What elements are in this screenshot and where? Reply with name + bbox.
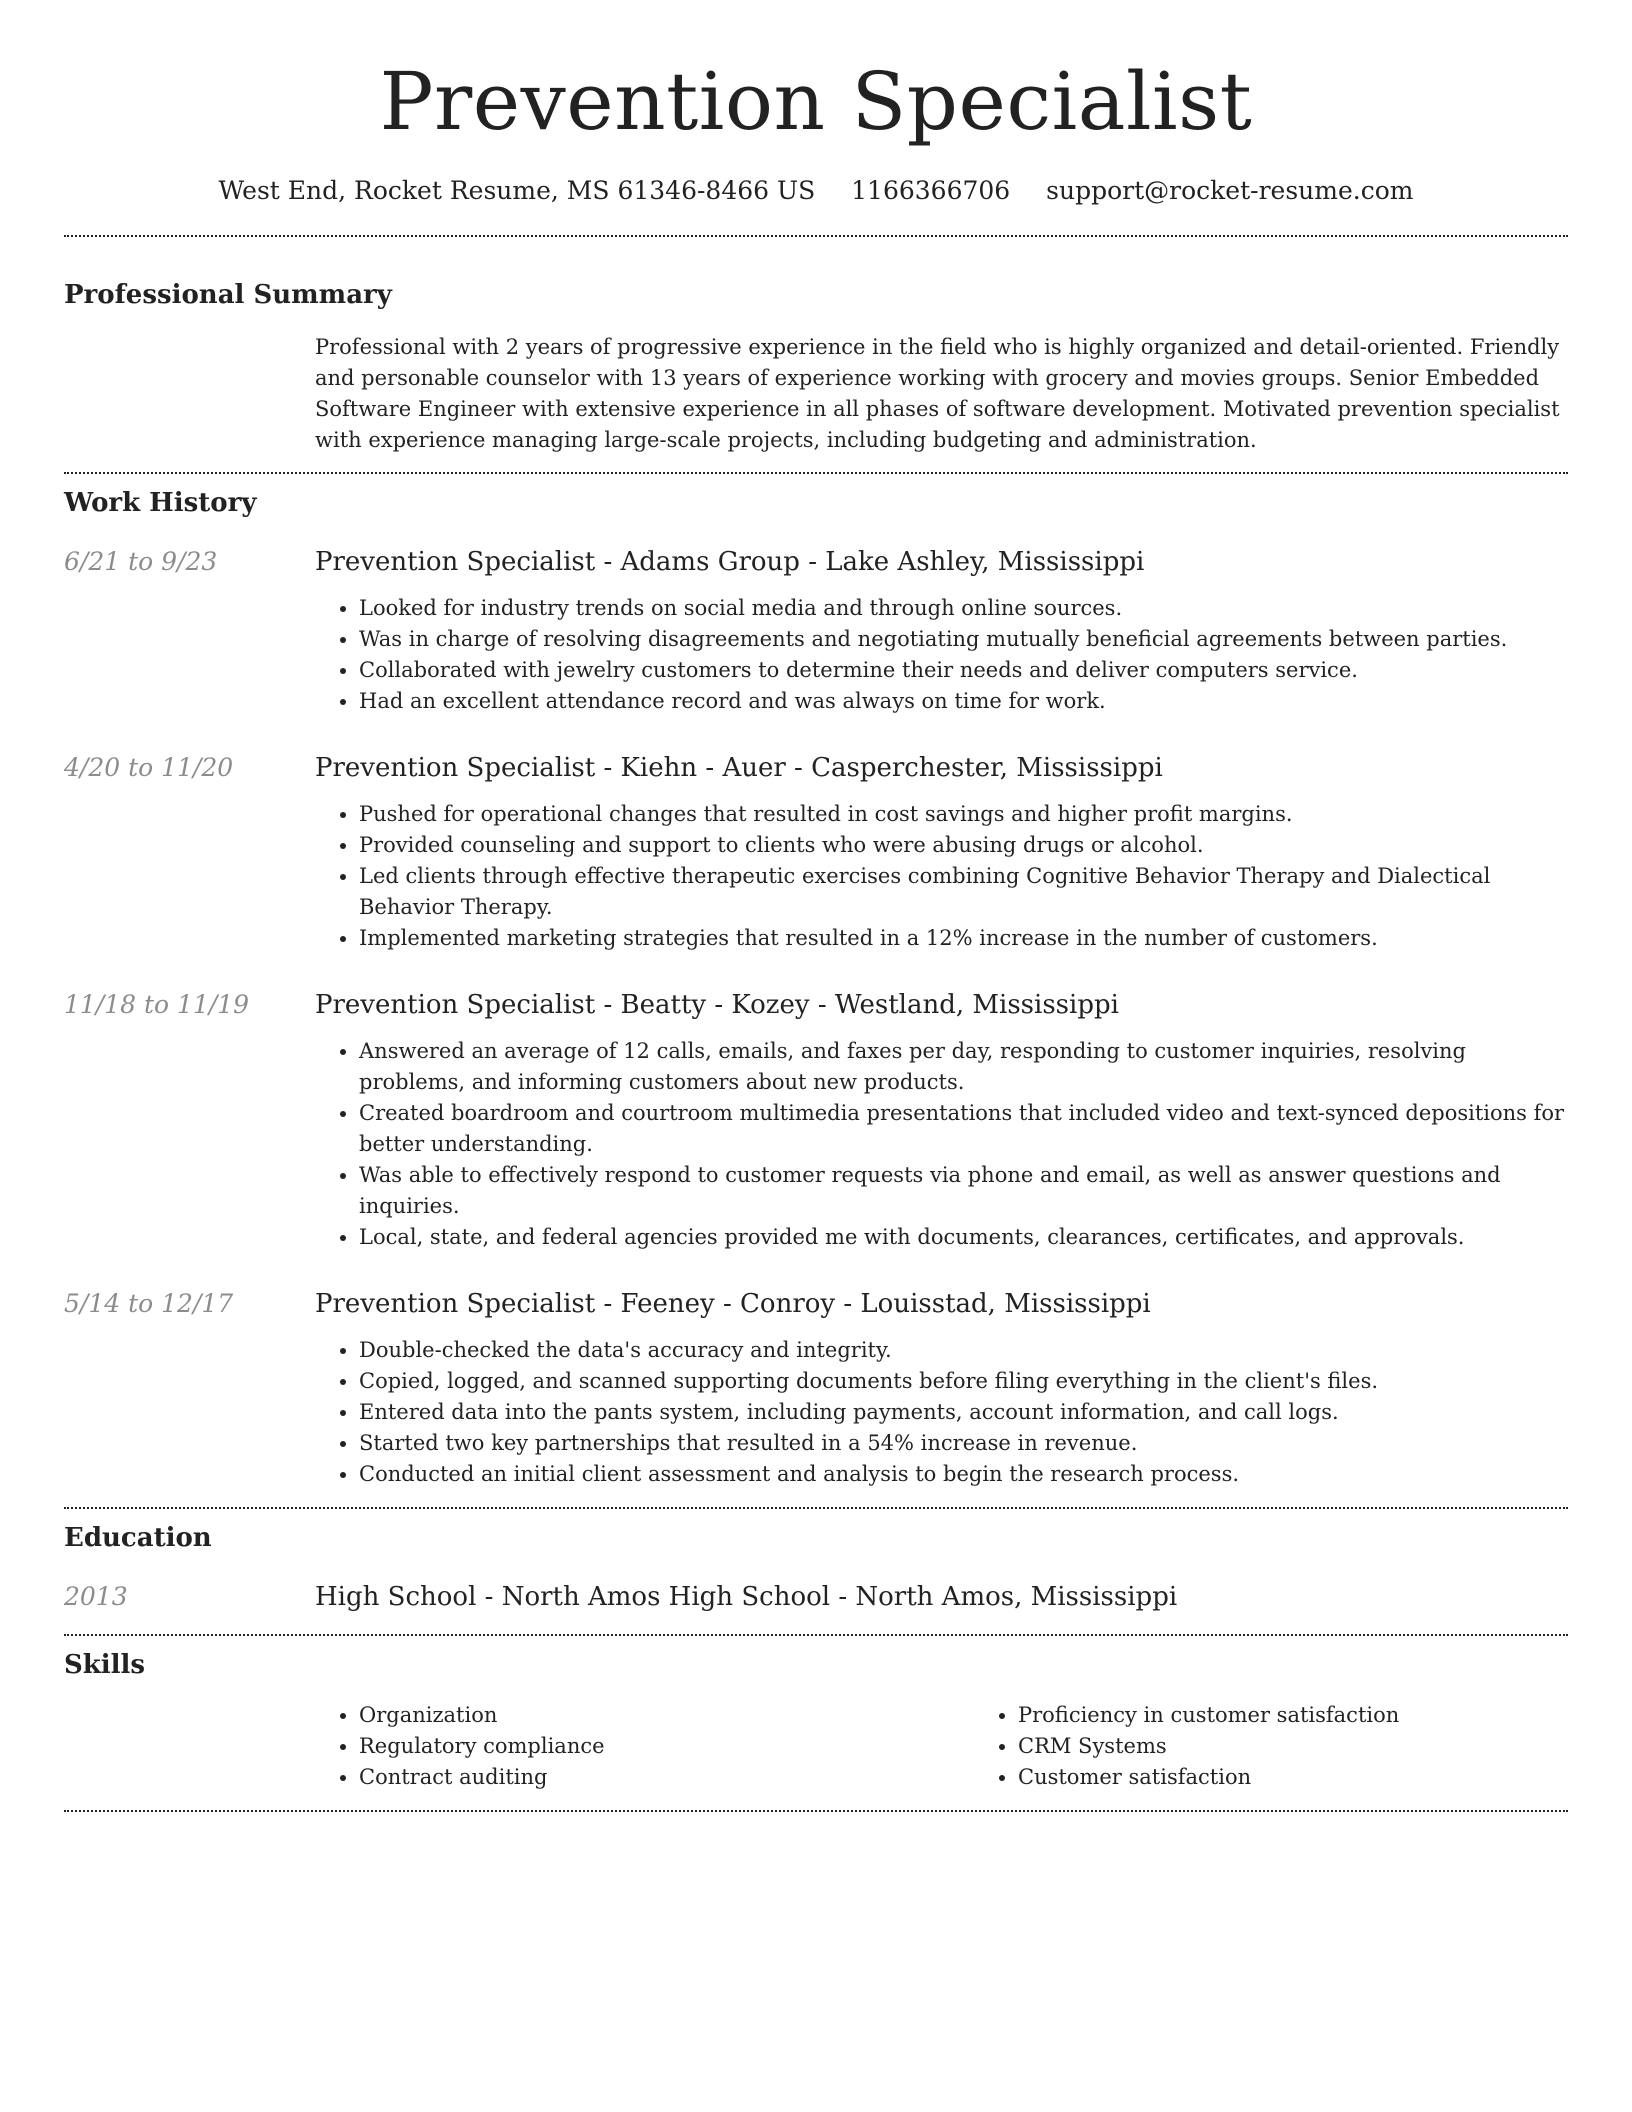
job-entry xyxy=(64,1287,1568,1490)
job-bullet: • Led clients through effective therapeutic exercises combining Cognitive Behavior Therapy and Dialectical Behavior Therapy. xyxy=(359,861,1568,923)
job-bullet: • Local, state, and federal agencies provided me with documents, clearances, certificates, and approvals. xyxy=(359,1222,1568,1253)
job-bullet: • Had an excellent attendance record and was always on time for work. xyxy=(359,686,1568,717)
skills-list-left xyxy=(315,1700,974,1793)
summary-section xyxy=(64,278,1568,456)
skill-item: • Organization xyxy=(359,1700,974,1731)
divider xyxy=(64,1507,1568,1509)
job-bullet: • Copied, logged, and scanned supporting documents before filing everything in the client's files. xyxy=(359,1366,1568,1397)
education-title: High School - North Amos High School - North Amos, Mississippi xyxy=(315,1582,1178,1612)
divider xyxy=(64,235,1568,237)
job-dates: 6/21 to 9/23 xyxy=(64,547,218,576)
skill-item: • Customer satisfaction xyxy=(1018,1762,1632,1793)
skill-item: • Regulatory compliance xyxy=(359,1731,974,1762)
divider xyxy=(64,1634,1568,1636)
job-title: Prevention Specialist - Beatty - Kozey - Westland, Mississippi xyxy=(315,990,1119,1020)
summary-heading: Professional Summary xyxy=(64,280,392,310)
job-bullets xyxy=(315,799,1568,954)
contact-phone: 1166366706 xyxy=(851,176,1011,205)
job-bullet: • Pushed for operational changes that resulted in cost savings and higher profit margins. xyxy=(359,799,1568,830)
job-dates: 4/20 to 11/20 xyxy=(64,753,234,782)
job-entry xyxy=(64,988,1568,1253)
job-bullet: • Was in charge of resolving disagreements and negotiating mutually beneficial agreements between parties. xyxy=(359,624,1568,655)
job-bullets xyxy=(315,593,1568,717)
job-bullet: • Answered an average of 12 calls, emails, and faxes per day, responding to customer inquiries, resolving problems, and informing customers about new products. xyxy=(359,1036,1568,1098)
job-entry xyxy=(64,545,1568,717)
work-history-section xyxy=(64,486,1568,1490)
job-title: Prevention Specialist - Feeney - Conroy - Louisstad, Mississippi xyxy=(315,1289,1151,1319)
contact-address: West End, Rocket Resume, MS 61346-8466 US xyxy=(218,176,816,205)
education-date: 2013 xyxy=(64,1582,128,1611)
job-dates: 11/18 to 11/19 xyxy=(64,990,250,1019)
job-bullet: • Started two key partnerships that resulted in a 54% increase in revenue. xyxy=(359,1428,1568,1459)
job-bullet: • Was able to effectively respond to customer requests via phone and email, as well as answer questions and inquiries. xyxy=(359,1160,1568,1222)
job-bullet: • Provided counseling and support to clients who were abusing drugs or alcohol. xyxy=(359,830,1568,861)
job-title: Prevention Specialist - Kiehn - Auer - Casperchester, Mississippi xyxy=(315,753,1163,783)
skills-list-right xyxy=(974,1700,1632,1793)
education-entry xyxy=(64,1580,1568,1614)
skills-heading: Skills xyxy=(64,1650,146,1680)
job-bullets xyxy=(315,1036,1568,1253)
skill-item: • CRM Systems xyxy=(1018,1731,1632,1762)
contact-email: support@rocket-resume.com xyxy=(1046,176,1414,205)
candidate-name: Prevention Specialist xyxy=(379,55,1253,148)
summary-text: Professional with 2 years of progressive experience in the field who is highly organized and detail-oriented. Friendly and personable counselor with 13 years of experience working with grocery and movies groups. Senior Embedded Software Engineer with extensive experience in all phases of software development. Motivated prevention specialist with experience managing large-scale projects, including budgeting and administration. xyxy=(315,335,1560,452)
divider xyxy=(64,472,1568,474)
job-bullet: • Double-checked the data's accuracy and integrity. xyxy=(359,1335,1568,1366)
divider xyxy=(64,1810,1568,1812)
work-history-heading: Work History xyxy=(64,488,257,518)
job-bullet: • Created boardroom and courtroom multimedia presentations that included video and text-synced depositions for better understanding. xyxy=(359,1098,1568,1160)
skills-section xyxy=(64,1648,1568,1793)
education-heading: Education xyxy=(64,1523,212,1553)
job-bullet: • Collaborated with jewelry customers to determine their needs and deliver computers service. xyxy=(359,655,1568,686)
job-bullet: • Entered data into the pants system, including payments, account information, and call logs. xyxy=(359,1397,1568,1428)
skill-item: • Proficiency in customer satisfaction xyxy=(1018,1700,1632,1731)
contact-line xyxy=(64,174,1568,208)
job-bullet: • Conducted an initial client assessment and analysis to begin the research process. xyxy=(359,1459,1568,1490)
job-dates: 5/14 to 12/17 xyxy=(64,1289,234,1318)
job-entry xyxy=(64,751,1568,954)
skills-grid xyxy=(315,1700,1632,1793)
education-section xyxy=(64,1521,1568,1614)
job-bullet: • Looked for industry trends on social media and through online sources. xyxy=(359,593,1568,624)
job-bullets xyxy=(315,1335,1568,1490)
job-title: Prevention Specialist - Adams Group - Lake Ashley, Mississippi xyxy=(315,547,1145,577)
skill-item: • Contract auditing xyxy=(359,1762,974,1793)
job-bullet: • Implemented marketing strategies that resulted in a 12% increase in the number of customers. xyxy=(359,923,1568,954)
